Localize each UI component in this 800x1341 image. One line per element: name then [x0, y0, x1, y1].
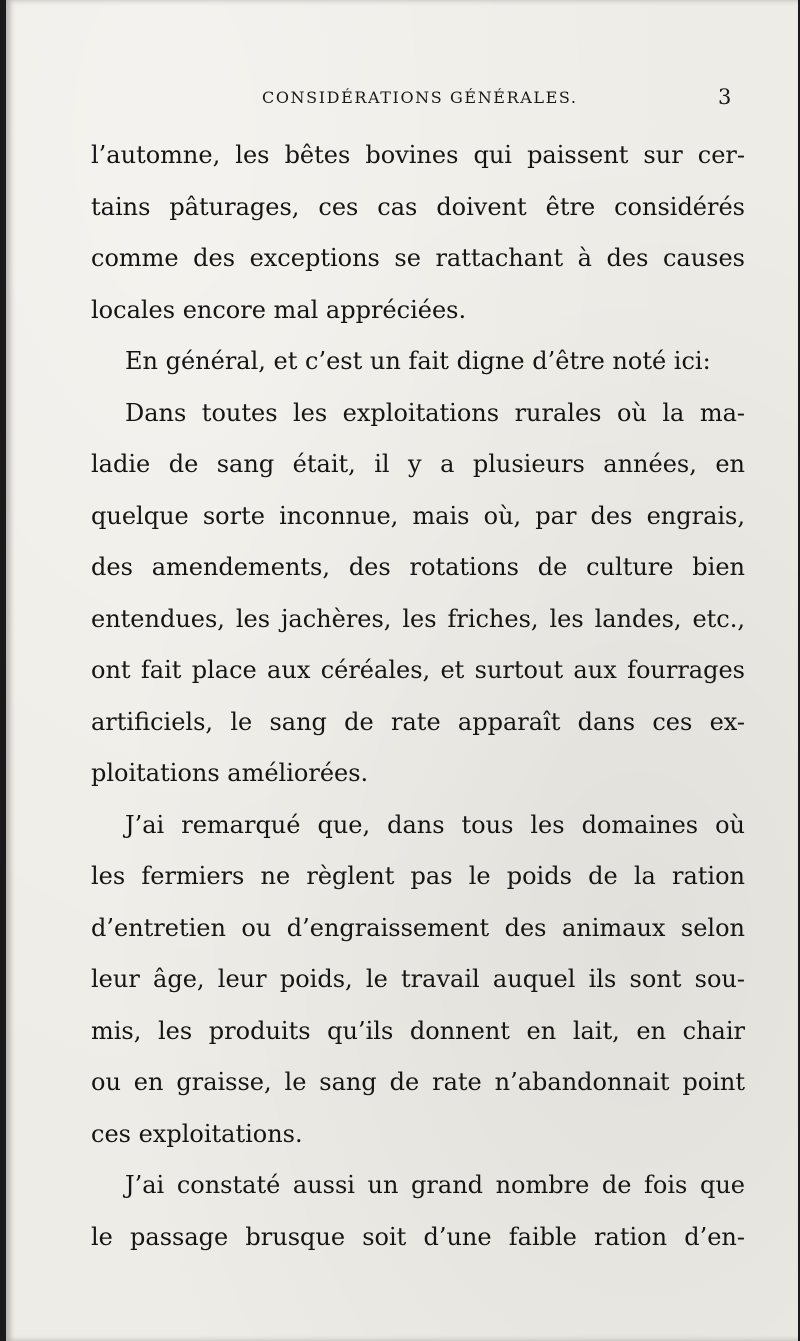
text-line: comme des exceptions se rattachant à des causes: [91, 244, 745, 272]
text-line: locales encore mal appréciées.: [91, 295, 467, 324]
page-number: 3: [718, 85, 732, 109]
text-line: d’entretien ou d’engraissement des animaux selon: [91, 913, 745, 942]
text-line: Dans toutes les exploitations rurales où la ma-: [125, 398, 745, 427]
text-line: des amendements, des rotations de culture bien: [91, 553, 745, 581]
text-line: artificiels, le sang de rate apparaît dans ces ex-: [91, 707, 745, 736]
text-line: ploitations améliorées.: [91, 759, 369, 787]
text-line: ou en graisse, le sang de rate n’abandonnait point: [91, 1068, 745, 1096]
text-line: J’ai remarqué que, dans tous les domaines où: [125, 810, 745, 839]
text-line: ont fait place aux céréales, et surtout aux fourrages: [91, 656, 745, 684]
text-line: En général, et c’est un fait digne d’être noté ici:: [125, 347, 711, 375]
text-line: les fermiers ne règlent pas le poids de la ration: [91, 862, 745, 890]
text-line: tains pâturages, ces cas doivent être considérés: [91, 192, 745, 221]
text-line: quelque sorte inconnue, mais où, par des engrais,: [91, 501, 745, 530]
text-line: leur âge, leur poids, le travail auquel ils sont sou-: [91, 965, 745, 993]
text-line: entendues, les jachères, les friches, les landes, etc.,: [91, 604, 745, 633]
text-line: J’ai constaté aussi un grand nombre de fois que: [125, 1171, 745, 1199]
text-line: ladie de sang était, il y a plusieurs années, en: [91, 450, 745, 478]
body-text: [91, 130, 745, 1263]
book-page: [6, 0, 798, 1341]
text-line: ces exploitations.: [91, 1119, 303, 1148]
running-title: CONSIDÉRATIONS GÉNÉRALES.: [262, 88, 578, 107]
text-line: le passage brusque soit d’une faible ration d’en-: [91, 1222, 745, 1251]
text-line: l’automne, les bêtes bovines qui paissent sur cer-: [91, 141, 745, 169]
text-line: mis, les produits qu’ils donnent en lait, en chair: [91, 1016, 745, 1045]
